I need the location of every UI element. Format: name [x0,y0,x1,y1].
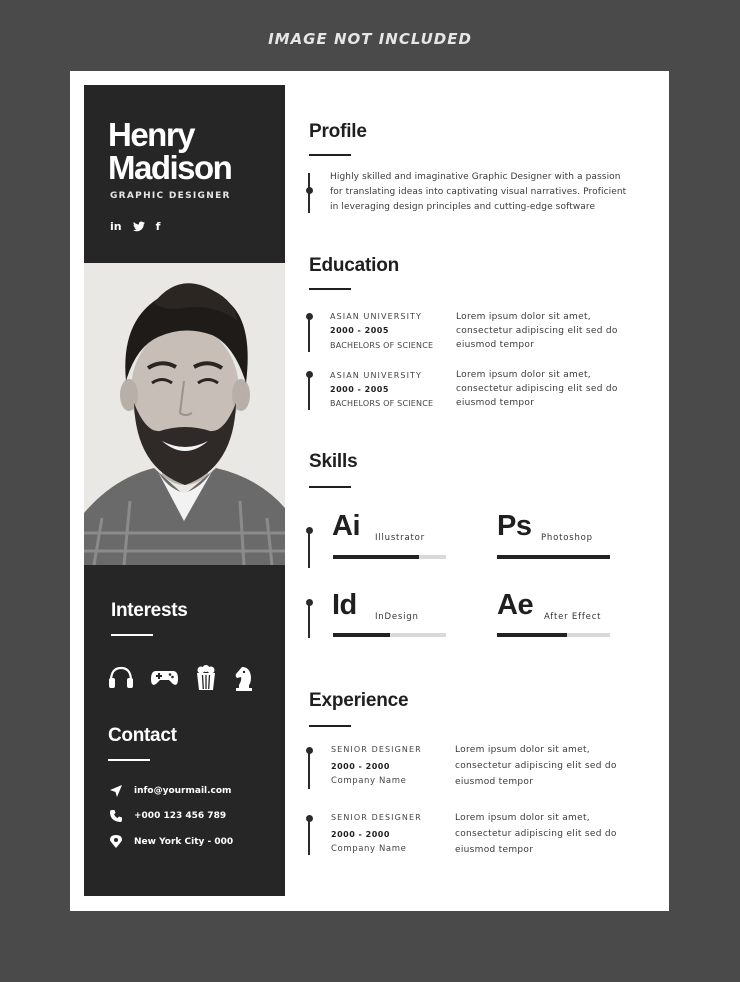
profile-photo [84,263,285,565]
contact-phone[interactable] [110,810,226,822]
location-pin-icon [110,835,122,848]
twitter-icon[interactable] [133,221,145,233]
job-title: GRAPHIC DESIGNER [110,191,231,201]
skills-dot [306,599,313,606]
skill-bar [333,633,446,637]
skills-rule [309,486,351,488]
desc-line: Lorem ipsum dolor sit amet, [456,312,591,322]
skill-abbr: Id [332,589,357,621]
skill-bar-fill [497,555,610,559]
interests-title: Interests [111,600,188,621]
desc-line: Lorem ipsum dolor sit amet, [455,813,590,823]
skill-name: After Effect [544,612,602,622]
experience-title: Experience [309,690,409,711]
profile-line: for translating ideas into captivating visual narratives. Proficient [330,187,627,197]
education-degree: BACHELORS OF SCIENCE [330,399,434,408]
skills-timeline [308,603,310,638]
gamepad-icon [151,665,178,691]
skill-name: InDesign [375,612,419,622]
desc-line: Lorem ipsum dolor sit amet, [455,745,590,755]
experience-company: Company Name [331,844,407,854]
skill-abbr: Ai [332,510,360,542]
skill-abbr: Ps [497,510,532,542]
phone-text: +000 123 456 789 [134,811,227,821]
education-title: Education [309,255,400,276]
skill-bar [497,555,610,559]
education-degree: BACHELORS OF SCIENCE [330,341,434,350]
experience-years: 2000 - 2000 [331,762,390,771]
resume-page [70,71,669,911]
education-school: ASIAN UNIVERSITY [330,371,423,380]
skill-abbr: Ae [497,589,534,621]
skill-bar-fill [333,633,390,637]
experience-dot [306,747,313,754]
education-dot [306,313,313,320]
profile-title: Profile [309,121,367,142]
send-icon [110,785,122,797]
experience-years: 2000 - 2000 [331,830,390,839]
phone-icon [110,810,122,822]
experience-description [455,742,625,790]
profile-line: in leveraging design principles and cutting-edge software [330,202,596,212]
sidebar-footer [84,565,285,896]
banner-label: IMAGE NOT INCLUDED [268,30,472,48]
address-text: New York City - 000 [134,836,234,847]
experience-dot [306,815,313,822]
desc-line: consectetur adipiscing elit sed do [456,384,618,394]
desc-line: eiusmod tempor [455,845,534,855]
skills-dot [306,527,313,534]
profile-dot [306,187,313,194]
skill-bar [333,555,446,559]
chess-knight-icon [234,665,254,691]
desc-line: consectetur adipiscing elit sed do [456,326,618,336]
first-name: Henry [108,116,195,153]
sidebar-header [84,85,285,263]
education-timeline [308,316,310,352]
experience-role: SENIOR DESIGNER [331,745,422,754]
experience-company: Company Name [331,776,407,786]
skill-bar-fill [333,555,419,559]
desc-line: eiusmod tempor [456,398,535,408]
education-description [456,368,621,410]
desc-line: consectetur adipiscing elit sed do [455,761,617,771]
email-text: info@yourmail.com [134,786,232,796]
education-description [456,310,621,352]
desc-line: consectetur adipiscing elit sed do [455,829,617,839]
contact-rule [108,759,150,761]
skills-timeline [308,533,310,568]
desc-line: eiusmod tempor [455,777,534,787]
profile-line: Highly skilled and imaginative Graphic Designer with a passion [330,172,621,182]
education-years: 2000 - 2005 [330,385,389,394]
experience-rule [309,725,351,727]
education-timeline [308,374,310,410]
education-rule [309,288,351,290]
education-years: 2000 - 2005 [330,326,389,335]
experience-description [455,810,625,858]
profile-rule [309,154,351,156]
skill-bar-fill [497,633,567,637]
experience-role: SENIOR DESIGNER [331,813,422,822]
experience-timeline [308,751,310,789]
skill-bar [497,633,610,637]
contact-email[interactable] [110,785,231,797]
profile-summary [330,170,630,215]
education-dot [306,371,313,378]
facebook-icon[interactable]: f [155,220,161,233]
full-name [108,118,231,184]
last-name: Madison [108,149,232,186]
contact-title: Contact [108,725,177,746]
skill-name: Photoshop [541,533,593,543]
skill-name: Illustrator [375,533,425,543]
contact-address[interactable] [110,835,233,848]
interests-icons [108,665,254,691]
headphones-icon [108,665,134,691]
desc-line: Lorem ipsum dolor sit amet, [456,370,591,380]
desc-line: eiusmod tempor [456,340,535,350]
skills-title: Skills [309,451,358,472]
interests-rule [111,634,153,636]
linkedin-icon[interactable]: in [110,220,122,233]
education-school: ASIAN UNIVERSITY [330,312,423,321]
sidebar [84,85,285,896]
experience-timeline [308,819,310,855]
social-links [110,221,160,233]
popcorn-icon [195,665,217,691]
